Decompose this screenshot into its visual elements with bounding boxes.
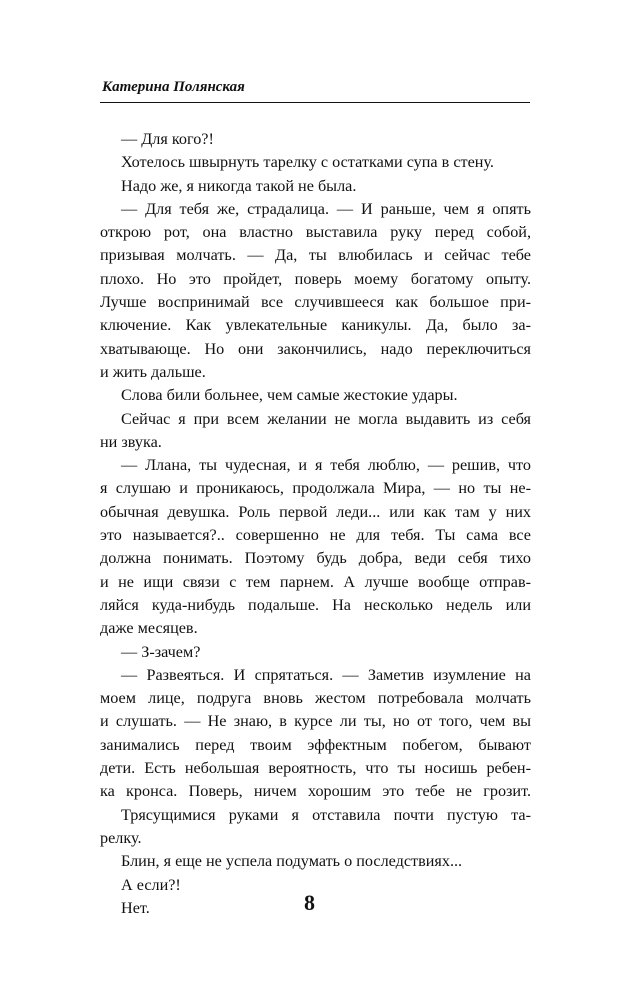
text-line: — Ллана, ты чудесная, и я тебя люблю, — решив, что	[121, 456, 531, 475]
text-line: — Для тебя же, страдалица. — И раньше, чем я опять	[121, 199, 531, 218]
text-line: Блин, я еще не успела подумать о последствиях...	[121, 852, 463, 871]
text-line: даже месяцев.	[100, 619, 198, 638]
text-line: Трясущимися руками я отставила почти пустую та-	[121, 805, 531, 824]
text-line: ключение. Как увлекательные каникулы. Да, было за-	[100, 316, 531, 335]
text-line: хватывающе. Но они закончились, надо переключиться	[100, 339, 531, 358]
text-line: — Развеяться. И спрятаться. — Заметив изумление на	[121, 665, 531, 684]
author-name: Катерина Полянская	[102, 79, 245, 95]
text-line: Сейчас я при всем желании не могла выдавить из себя	[121, 409, 531, 428]
text-line: это называется?.. совершенно не для тебя. Ты сама все	[100, 526, 531, 545]
text-line: — З-зачем?	[121, 642, 201, 661]
text-line: Нет.	[121, 898, 150, 917]
text-line: ни звука.	[100, 432, 162, 451]
text-line: должна понимать. Поэтому будь добра, веди себя тихо	[100, 549, 531, 568]
text-line: релку.	[100, 828, 142, 847]
text-line: открою рот, она властно выставила руку перед собой,	[100, 223, 531, 242]
text-line: ка кронса. Поверь, ничем хорошим это тебе не грозит.	[100, 782, 531, 801]
body-text	[100, 128, 531, 920]
text-line: Слова били больнее, чем самые жестокие удары.	[121, 386, 458, 405]
text-line: и слушать. — Не знаю, в курсе ли ты, но от того, чем вы	[100, 712, 531, 731]
running-head	[100, 78, 530, 103]
text-line: я слушаю и проникаюсь, продолжала Мира, — но ты не-	[100, 479, 531, 498]
text-line: Лучше воспринимай все случившееся как большое при-	[100, 293, 531, 312]
text-line: и не ищи связи с тем парнем. А лучше вообще отправ-	[100, 572, 531, 591]
text-line: дети. Есть небольшая вероятность, что ты носишь ребен-	[100, 759, 531, 778]
text-line: Надо же, я никогда такой не была.	[121, 176, 357, 195]
text-line: Хотелось швырнуть тарелку с остатками супа в стену.	[121, 153, 494, 172]
page-number: 8	[304, 890, 315, 915]
header-rule	[100, 102, 530, 103]
text-line: — Для кого?!	[121, 130, 214, 148]
text-line: моем лице, подруга вновь жестом потребовала молчать	[100, 689, 531, 708]
text-line: плохо. Но это пройдет, поверь моему богатому опыту.	[100, 269, 531, 288]
text-line: А если?!	[121, 875, 181, 894]
text-line: ляйся куда-нибудь подальше. На несколько недель или	[100, 595, 531, 614]
text-line: призывая молчать. — Да, ты влюбилась и сейчас тебе	[100, 246, 531, 265]
text-line: занимались перед твоим эффектным побегом, бывают	[100, 735, 531, 754]
text-line: обычная девушка. Роль первой леди... или как там у них	[100, 502, 531, 521]
text-line: и жить дальше.	[100, 362, 206, 381]
